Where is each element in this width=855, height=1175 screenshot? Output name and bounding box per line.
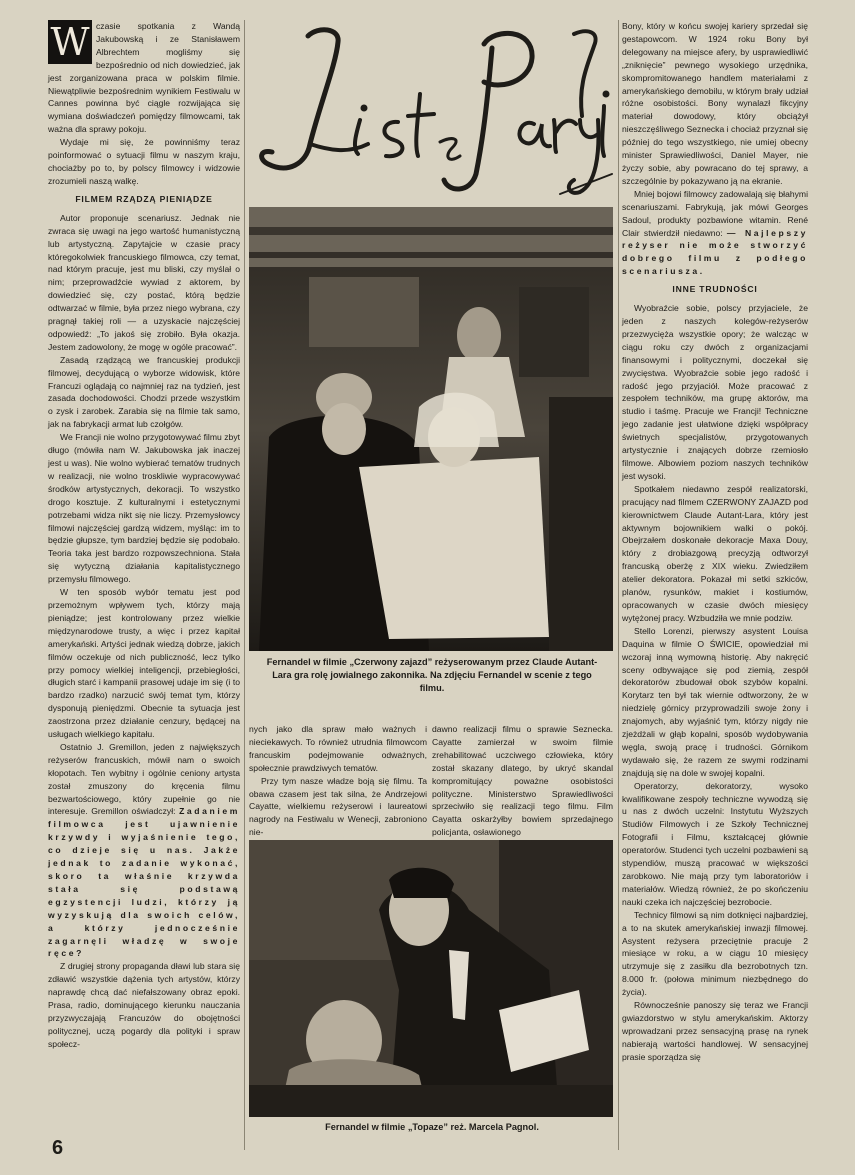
paragraph: dawno realizacji filmu o sprawie Seznecka. Cayatte zamierzał w swoim filmie zrehabilitować uczciwego człowieka, który został skazany dlatego, by ukryć skandal kompromitujący poważne osobistości polityczne. Ministerstwo Sprawiedliwości sprzeciwiło się realizacji tego filmu. Film Cayatta oskarżyłby bowiem sprzedajnego policjanta, osławionego [432,724,613,838]
middle-right-column [432,723,613,839]
paragraph: Spotkałem niedawno zespół realizatorski, pracujący nad filmem CZERWONY ZAJAZD pod kierownictwem Claude Autant-Lara, który jest aktywnym bojownikiem walki o pokój. Obejrzałem doskonałe dekoracje Maxa Douy, który z drobiazgową precyzją odtworzył francuską oberżę z XIX wieku. Zwiedziłem atelier dekoratora. Pokazał mi setki szkiców, planów, rysunków, makiet i kostiumów, opracowanych w czasie dwóch miesięcy wytężonej pracy. Wzbudziła we mnie podziw. [622,483,808,623]
article-title [248,24,618,199]
paragraph: Autor proponuje scenariusz. Jednak nie zwraca się uwagi na jego wartość humanistyczną lub artystyczną. Zapytajcie w czasie pracy któregokolwiek francuskiego filmowca, czy temat, nad którym pracuje, jest mu bliski, czy myślał o nim; przeprowadźcie wywiad z aktorem, by dowiedzieć się, czy postać, którą będzie odtwarzać w filmie, była przez niego wybrana, czy pragnął takiej roli — a uzyskacie najczęściej odpowiedź: „To jakoś się zrobiło. Była okazja. Jestem zadowolony, że mogę w ogóle pracować”. [48,212,240,352]
paragraph [48,741,240,960]
paragraph: nych jako dla spraw mało ważnych i nieciekawych. To również utrudnia filmowcom francuskim podejmowanie odważnych, społecznie prawdziwych tematów. [249,724,427,773]
middle-left-column [249,723,427,839]
paragraph: Równocześnie panoszy się teraz we Francji gwiazdorstwo w stylu amerykańskim. Aktorzy wprowadzani przez sensacyjną prasę na rynek nabierają wartości handlowej. W sensacyjnej prasie sporządza się [622,1000,808,1062]
section-heading: FILMEM RZĄDZĄ PIENIĄDZE [75,193,213,204]
paragraph: Wydaje mi się, że powinniśmy teraz poinformować o sytuacji filmu w naszym kraju, chociażby po to, by polscy filmowcy i widzowie zrozumieli naszą walkę. [48,137,240,186]
column-1 [48,20,240,1051]
drop-cap: W [48,20,92,64]
column-divider [244,20,245,1150]
paragraph: We Francji nie wolno przygotowywać filmu zbyt długo (mówiła nam W. Jakubowska jak inaczej jest u was). Nie wolno wybierać tematów trudnych w realizacji, nie wolno troskliwie wypracowywać środków artystycznych, dekoracji. To wszystko drogo kosztuje. Z kulturalnymi i estetycznymi potrzebami widza nikt się nie liczy. Przemysłowcy filmowi najczęściej gardzą widzem, myśląc: im to będzie głupsze, tym bardziej będzie się podobało. Teoria taka jest bardzo rozpowszechniona. Stała się wytyczną działania kapitalistycznego przemysłu filmowego. [48,432,240,585]
paragraph: Wyobraźcie sobie, polscy przyjaciele, że jeden z naszych kolegów-reżyserów przezwycięża wszystkie opory; że walcząc w ciągu roku czy dwóch z organizacjami finansowymi i politycznymi, doczekał się zwycięstwa. Wyobraźcie sobie jego radość i radość jego przyjaciół. Może pracować z zespołem techników, ma grupę aktorów, ma studio i taśmę. Pracuje we Francji! Techniczne jego zadanie jest ułatwione dzięki współpracy świetnych specjalistów, przygotowanych artystycznie i znających dobrze rzemiosło filmowe. Albowiem poziom naszych techników jest wysoki. [622,303,808,481]
column-4 [622,20,808,1064]
photo-2-caption: Fernandel w filmie „Topaze” reż. Marcela Pagnol. [325,1122,539,1132]
film-still-topaze [249,840,613,1117]
section-heading: INNE TRUDNOŚCI [672,284,758,295]
paragraph: Zasadą rządzącą we francuskiej produkcji filmowej, decydującą o wyborze widowisk, które Francuzi oglądają co najmniej raz na tydzień, jest zasada dochodowości. Chodzi przede wszystkim o zysk i zarobek. Zarabia się na filmie tak samo, jak na fabrykacji armat lub czołgów. [48,354,240,430]
paragraph: Bony, który w końcu swojej kariery sprzedał się gestapowcom. W 1924 roku Bony był delegowany na miejsce afery, by usprawiedliwić „zniknięcie” pewnego wysokiego urzędnika, skompromitowanego handlem materiałami z amerykańskiego demobilu, w którym brały udział różne osobistości. Bony wynalazł fikcyjny materiał dowodowy, który obciążył nieszczęśliwego Seznecka i chociaż przyznał się później do tego wszystkiego, nie umiej obecny minister Sprawiedliwości, Daniel Mayer, nie życzy sobie, aby powracano do tej sprawy, a szczególnie by pokazywano ją na ekranie. [622,21,808,186]
intro-paragraph: czasie spotkania z Wandą Jakubowską i ze Stanisławem Albrechtem mogliśmy się bezpośrednio od nich dowiedzieć, jak jest zorganizowana praca w polskim filmie. Niewątpliwie bezpośrednim wynikiem Festiwalu w Cannes powinna być ciągle rozwijająca się wymiana doświadczeń pomiędzy filmowcami, tak ważna dla sprawy pokoju. [48,21,240,135]
paragraph: Z drugiej strony propaganda dławi lub stara się zdławić wszystkie dążenia tych artystów, którzy naprawdę chcą dać niefałszowany obraz epoki. Prasa, radio, dominującego kierunku nauczania przyzwyczajają Francuzów do obojętności politycznej, uczą pogardy dla polityki i spraw społecz- [48,961,240,1049]
photo-image [249,840,613,1117]
paragraph: Stello Lorenzi, pierwszy asystent Louisa Daquina w filmie O ŚWICIE, opowiedział mi wczoraj inną wymowną historię. Aby nakręcić sceny odbywające się pod ziemią, zespół dekoratorów zbudował obok szybów kopalni. Korytarz ten był tak wiernie odtworzony, że w niedzielę górnicy przyprowadzili swoje żony i znajomych, aby wyjaśnić tym, którzy nigdy nie zjeżdżali w głąb kopalni, sposób wydobywania węgla, swoją pracę i trudności. Górnikom wydawało się, że razem ze swymi rodzinami znajdują się na dole w swojej kopalni. [622,625,808,778]
paragraph [622,188,808,278]
spaced-quote: Zadaniem filmowca jest ujawnienie krzywdy i wyjaśnienie tego, co dzieje się u nas. Jakże jednak to zadanie wykonać, skoro ta właśnie krzywda stała się podstawą egzystencji ludzi, którzy ją wyzyskują dla swoich celów, a którzy jednocześnie zagarnęli władzę w swoje ręce? [48,806,240,959]
film-still-czerwony-zajazd [249,207,613,651]
quote-lead: Ostatnio J. Gremillon, jeden z największych reżyserów francuskich, mówił nam o swoich kłopotach. Ten wybitny i ogólnie ceniony artysta został zmuszony do kręcenia filmu bezwartościowego, który zupełnie go nie interesuje. Gremillon oświadczył: [48,741,240,817]
paragraph: Technicy filmowi są nim dotknięci najbardziej, a to na skutek amerykańskiej inwazji filmowej. Asystent reżysera przeciętnie pracuje 2 miesiące w roku, a w ciągu 10 miesięcy utrzymuje się z zasiłku dla bezrobotnych tzn. 8.000 fr. (połowa minimum niezbędnego do życia). [622,909,808,998]
photo-1-caption: Fernandel w filmie „Czerwony zajazd” reżyserowanym przez Claude Autant-Lara gra rolę jowialnego zakonnika. Na zdjęciu Fernandel w scenie z tego filmu. [266,657,598,693]
spaced-quote: — Najlepszy reżyser nie może stworzyć dobrego filmu z podłego scenariusza. [622,227,809,277]
photo-image [249,207,613,651]
paragraph: W ten sposób wybór tematu jest pod przemożnym wpływem tych, którzy mają pieniądze; jest kontrolowany przez wielkie międzynarodowe trusty, a więc i przez kapitał amerykański. Artyści jednak wiedzą dobrze, jakich filmów oczekuje od nich publiczność, lecz tylko przy pomocy wielkiej inteligencji, przebiegłości, długich starć i kampanii prasowej udaje im się (i to bardzo rzadko) narzucić swój temat tym, którzy dysponują pieniędzmi. Obecnie ta sytuacja jest zaostrzona przez działanie cenzury, będącej na usługach wielkiego kapitału. [48,587,240,740]
paragraph: Przy tym nasze władze boją się filmu. Ta obawa czasem jest tak silna, że Andrzejowi Cayatte, wielkiemu reżyserowi i laureatowi nagrody na Festiwalu w Wenecji, zabroniono nie- [249,775,427,838]
column-divider [618,20,619,1150]
paragraph: Operatorzy, dekoratorzy, wysoko kwalifikowane zespoły techniczne wywodzą się u nas z dwóch uczelni: Instytutu Wyższych Studiów Filmowych i ze Szkoły Technicznej Fotografii i Filmu, kształcącej głównie operatorów. Studenci tych uczelni pozbawieni są stypendiów, muszą pracować w większości zarobkowo. Nie mają przy tym laboratoriów i materiałów. Wiedzą również, że po skończeniu nauki czeka ich najczęściej bezrobocie. [622,780,808,907]
quote-lead: Mniej bojowi filmowcy zadowalają się błahymi scenariuszami. Fabrykują, jak mówi Georges Sadoul, produkty pozbawione witamin. René Clair stwierdził niedawno: [622,188,808,238]
page-number: 6 [52,1137,64,1159]
